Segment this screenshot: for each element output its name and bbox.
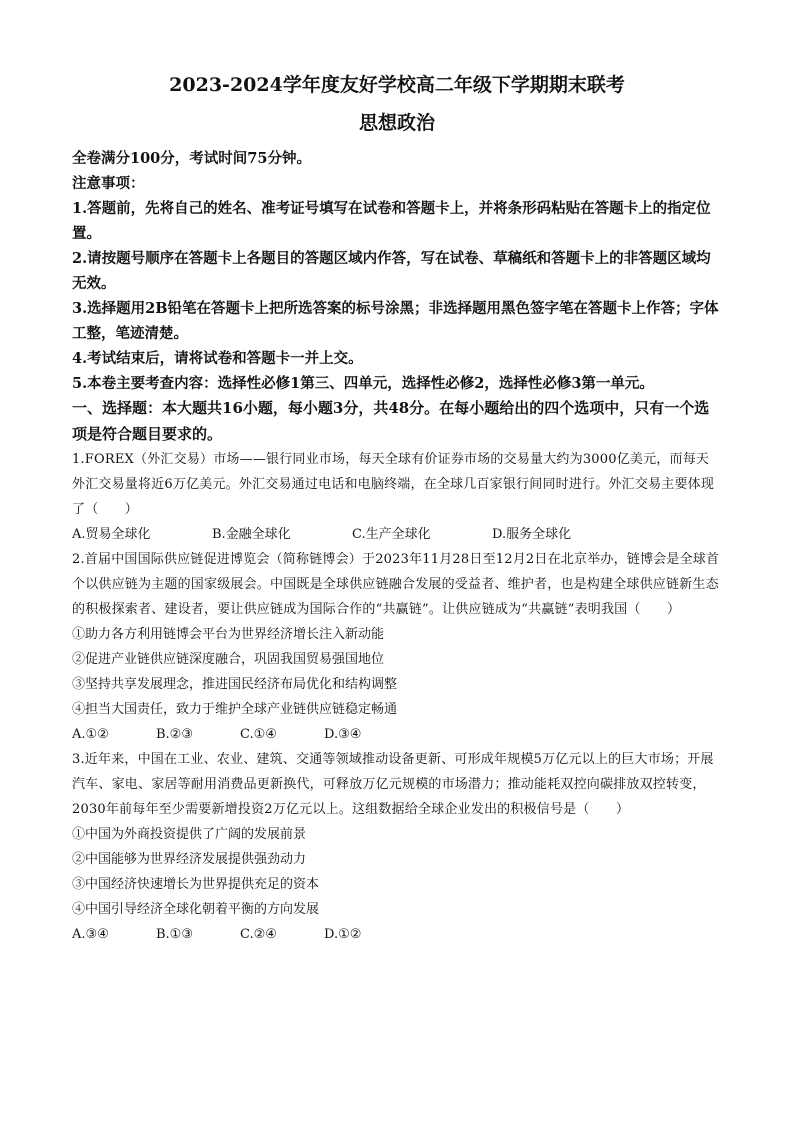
option-d: D.①② bbox=[324, 927, 362, 942]
option-b: B.①③ bbox=[156, 927, 193, 942]
note-item: 1.答题前，先将自己的姓名、准考证号填写在试卷和答题卡上，并将条形码粘贴在答题卡上的指定位置。 bbox=[72, 200, 711, 242]
statement-item: ③坚持共享发展理念，推进国民经济布局优化和结构调整 bbox=[72, 677, 398, 692]
notes-heading: 注意事项： bbox=[72, 175, 145, 192]
question-stem: 1.FOREX（外汇交易）市场——银行同业市场，每天全球有价证券市场的交易量大约为3000亿美元，而每天外汇交易量将近6万亿美元。外汇交易通过电话和电脑终端，在全球几百家银行间同时进行。外汇交易主要体现了（ ） bbox=[72, 452, 715, 517]
exam-title: 2023-2024学年度友好学校高二年级下学期期末联考 bbox=[169, 74, 625, 96]
section-heading: 一、选择题：本大题共16小题，每小题3分，共48分。在每小题给出的四个选项中，只有一个选项是符合题目要求的。 bbox=[72, 399, 710, 443]
score-time-note: 全卷满分100分，考试时间75分钟。 bbox=[72, 150, 311, 167]
option-b: B.②③ bbox=[156, 727, 193, 742]
statement-item: ④担当大国责任，致力于维护全球产业链供应链稳定畅通 bbox=[72, 702, 398, 717]
subject-title: 思想政治 bbox=[358, 112, 435, 134]
statement-item: ②促进产业链供应链深度融合，巩固我国贸易强国地位 bbox=[72, 652, 385, 667]
option-row bbox=[72, 722, 722, 747]
option-a: A.①② bbox=[72, 727, 109, 742]
note-item: 5.本卷主要考查内容：选择性必修1第三、四单元，选择性必修2，选择性必修3第一单元。 bbox=[72, 375, 654, 392]
option-c: C.①④ bbox=[240, 727, 277, 742]
question-stem: 3.近年来，中国在工业、农业、建筑、交通等领域推动设备更新、可形成年规模5万亿元以上的巨大市场；开展汽车、家电、家居等耐用消费品更新换代，可释放万亿元规模的市场潜力；推动能耗双控向碳排放双控转变，2030年前每年至少需要新增投资2万亿元以上。这组数据给全球企业发出的积极信号是（ ） bbox=[72, 752, 714, 817]
statement-item: ③中国经济快速增长为世界提供充足的资本 bbox=[72, 877, 320, 892]
option-row bbox=[72, 522, 722, 547]
option-a: A.③④ bbox=[72, 927, 109, 942]
option-row bbox=[72, 922, 722, 947]
statement-item: ②中国能够为世界经济发展提供强劲动力 bbox=[72, 852, 307, 867]
note-item: 3.选择题用2B铅笔在答题卡上把所选答案的标号涂黑；非选择题用黑色签字笔在答题卡上作答；字体工整，笔迹清楚。 bbox=[72, 300, 719, 342]
option-c: C.②④ bbox=[240, 927, 277, 942]
option-d: D.③④ bbox=[324, 727, 362, 742]
option-d: D.服务全球化 bbox=[492, 527, 572, 542]
exam-page bbox=[72, 72, 722, 947]
option-a: A.贸易全球化 bbox=[72, 527, 151, 542]
statement-item: ①助力各方利用链博会平台为世界经济增长注入新动能 bbox=[72, 627, 385, 642]
statement-item: ①中国为外商投资提供了广阔的发展前景 bbox=[72, 827, 307, 842]
option-c: C.生产全球化 bbox=[352, 527, 431, 542]
question-stem: 2.首届中国国际供应链促进博览会（简称链博会）于2023年11月28日至12月2日在北京举办，链博会是全球首个以供应链为主题的国家级展会。中国既是全球供应链融合发展的受益者、维护者，也是构建全球供应链新生态的积极探索者、建设者，要让供应链成为国际合作的“共赢链”。让供应链成为“共赢链”表明我国（ ） bbox=[72, 552, 720, 617]
note-item: 4.考试结束后，请将试卷和答题卡一并上交。 bbox=[72, 350, 363, 367]
option-b: B.金融全球化 bbox=[212, 527, 291, 542]
note-item: 2.请按题号顺序在答题卡上各题目的答题区域内作答，写在试卷、草稿纸和答题卡上的非答题区域均无效。 bbox=[72, 250, 711, 292]
statement-item: ④中国引导经济全球化朝着平衡的方向发展 bbox=[72, 902, 320, 917]
